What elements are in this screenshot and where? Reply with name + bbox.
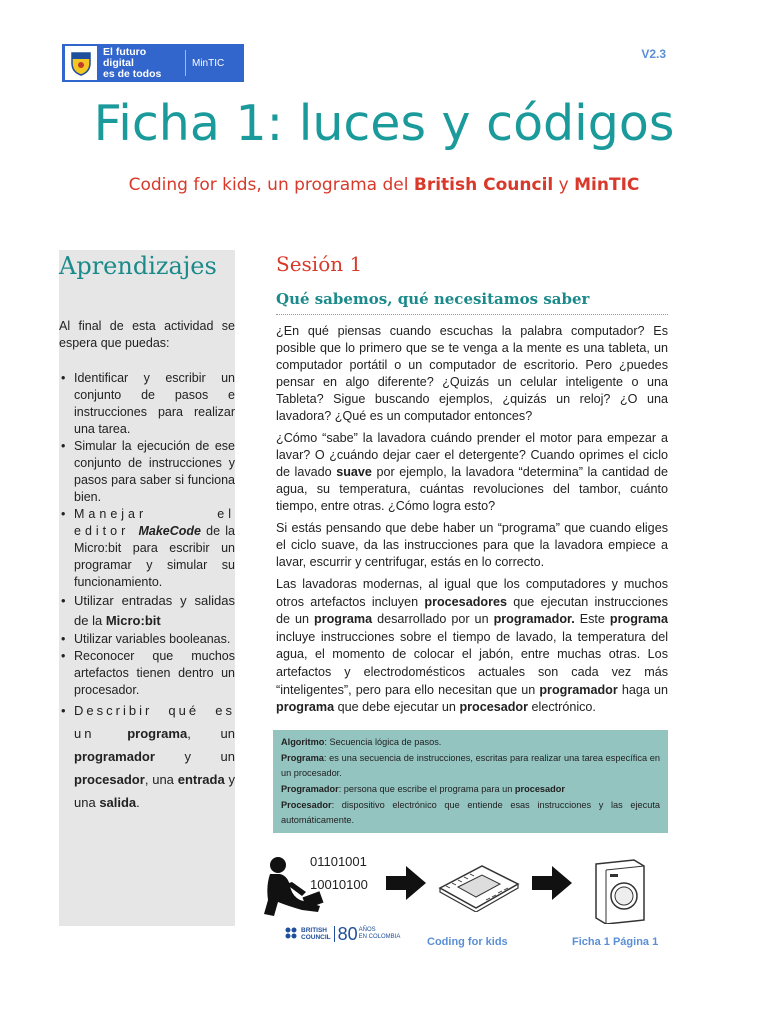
term: programa	[609, 612, 669, 627]
arrow-right-icon	[532, 866, 572, 904]
text: incluye instrucciones sobre el tiempo de lavado, la temperatura del agua, el momento de colocar el jabón, entre muchas otras. Los artefactos y electrodomésticos actuales son cada vez más “inteligentes”, pero para ello necesitan que un	[276, 629, 668, 697]
subtitle-mintic: MinTIC	[574, 175, 640, 195]
definition-procesador	[281, 798, 660, 828]
definition-programador	[281, 782, 660, 798]
list-item-text: de la Micro:bit para escribir un programar y simular su funcionamiento.	[74, 524, 235, 589]
definition-term: Procesador	[281, 800, 332, 810]
sidebar-heading: Aprendizajes	[59, 252, 217, 280]
logo-brand: MinTIC	[192, 57, 225, 69]
paragraph-3: Si estás pensando que debe haber un “programa” que cuando eliges el ciclo suave, da las instrucciones para que la lavadora empiece a lavar, escurrir y centrifugar, estás en lo correcto.	[276, 521, 668, 569]
list-item	[59, 591, 235, 631]
text: Las lavadoras modernas, al igual que los computadores y muchos otros artefactos incluyen	[276, 577, 668, 609]
subtitle-text: Coding for kids, un programa del	[128, 175, 414, 195]
footer-program: Coding for kids	[427, 936, 508, 948]
binary-code-1: 01101001	[310, 854, 367, 869]
term: procesadores	[424, 594, 507, 609]
term-salida: salida	[99, 795, 137, 810]
definition-term: Programa	[281, 752, 324, 763]
term: procesador	[459, 700, 529, 715]
text: que debe ejecutar un	[334, 700, 460, 715]
text: que ejecutan instrucciones de un	[276, 594, 668, 627]
definition-term: Algoritmo	[281, 737, 325, 747]
term-procesador: procesador	[74, 772, 145, 787]
list-item-text: y una	[74, 772, 235, 810]
term-suave: suave	[336, 465, 372, 479]
list-item	[59, 648, 235, 699]
bc-line-2: COUNCIL	[301, 934, 331, 941]
list-item-text: Identificar y escribir un conjunto de pasos e instrucciones para realizar una tarea.	[74, 371, 235, 436]
sidebar-intro: Al final de esta actividad se espera que puedas:	[59, 319, 235, 350]
list-item-text: .	[136, 795, 140, 810]
text: desarrollado por un	[372, 612, 494, 627]
paragraph-2	[276, 430, 668, 515]
text: ¿Cómo “sabe” la lavadora cuándo prender el motor para empezar a lavar? O ¿cuándo dejar caer el detergente? Cuando oprimes el ciclo de lavado	[276, 431, 668, 479]
definition-text: : Secuencia lógica de pasos.	[324, 737, 442, 747]
list-item-text: , una	[144, 772, 178, 787]
subtitle-text: y	[553, 175, 575, 195]
washing-machine-icon	[590, 858, 648, 928]
list-item	[59, 370, 235, 438]
paragraph-1: ¿En qué piensas cuando escuchas la palabra computador? Es posible que lo primero que se te venga a la mente es una tableta, un computador portátil o un computador de escritorio. Pero ¿puedes pensar en algo diferente? ¿Quizás un celular inteligente o una Tableta? Sigue buscando ejemplos, ¿quizás un reloj? ¿O una lavadora? ¿Qué es un computador entonces?	[276, 324, 668, 423]
bc-years: 80	[337, 924, 358, 944]
list-item-text: Manejar el editor	[74, 507, 235, 538]
mintic-logo	[62, 44, 244, 82]
session-heading: Sesión 1	[276, 252, 363, 276]
term-programa: programa	[127, 726, 188, 741]
list-item-text: Utilizar entradas y salidas de la	[74, 593, 235, 628]
subtitle-british-council: British Council	[413, 175, 554, 195]
definition-text: : es una secuencia de instrucciones, escritas para realizar una tarea específica en un procesador.	[281, 752, 660, 778]
footer-page-number: Ficha 1 Página 1	[572, 936, 659, 948]
bc-anos: AÑOS	[358, 927, 376, 933]
british-council-dots-icon	[285, 927, 299, 941]
binary-code-2: 10010100	[310, 877, 368, 892]
list-item-text: , un	[187, 726, 236, 741]
definition-text: : persona que escribe el programa para un	[338, 783, 515, 794]
term-entrada: entrada	[177, 772, 225, 787]
definition-text: : dispositivo electrónico que entiende esas instrucciones y las ejecuta automáticamente.	[281, 800, 660, 825]
list-item-text: Describir qué es un	[74, 703, 235, 741]
arrow-right-icon	[386, 866, 426, 904]
logo-divider	[185, 50, 186, 76]
definition-term: procesador	[514, 783, 565, 794]
text: haga un	[617, 682, 668, 697]
list-item-text: y un	[154, 749, 235, 764]
microbit-term: Micro:bit	[105, 613, 161, 628]
list-item	[59, 699, 235, 814]
bc-line-1: BRITISH	[301, 927, 327, 934]
colombia-shield-icon	[65, 46, 97, 80]
dotted-divider	[276, 314, 668, 315]
british-council-logo	[285, 925, 400, 943]
paragraph-4	[276, 576, 668, 717]
list-item	[59, 438, 235, 506]
list-item	[59, 631, 235, 648]
page-subtitle	[0, 175, 768, 195]
bc-country: EN COLOMBIA	[358, 934, 401, 940]
version-label: V2.3	[641, 47, 666, 61]
text: por ejemplo, la lavadora “determina” la cantidad de agua, su temperatura, cuántas revoluciones del tambor, cuánto tiempo, entre otras. ¿Cómo logra esto?	[276, 465, 668, 513]
list-item-text: Simular la ejecución de ese conjunto de instrucciones y pasos para saber si funciona bien.	[74, 439, 235, 504]
term: programa	[314, 612, 373, 627]
makecode-term: MakeCode	[138, 524, 201, 538]
logo-line-2: es de todos	[103, 67, 162, 80]
term: programa	[276, 700, 335, 715]
processor-chip-icon	[436, 862, 520, 916]
definitions-box	[273, 730, 668, 833]
term: programador	[539, 682, 618, 697]
learning-list	[59, 370, 235, 814]
list-item-text: Utilizar variables booleanas.	[74, 632, 231, 646]
definition-term: Programador	[281, 783, 339, 794]
definition-algoritmo	[281, 735, 660, 751]
text: electrónico.	[528, 700, 596, 715]
list-item-text: Reconocer que muchos artefactos tienen dentro un procesador.	[74, 649, 235, 697]
definition-programa	[281, 751, 660, 781]
section-title: Qué sabemos, qué necesitamos saber	[276, 290, 590, 308]
list-item	[59, 506, 235, 591]
term: programador.	[493, 612, 575, 627]
page-title: Ficha 1: luces y códigos	[93, 95, 675, 152]
text: Este	[574, 612, 610, 627]
logo-slogan	[103, 47, 179, 80]
term-programador: programador	[74, 749, 155, 764]
logo-line-1: El futuro digital	[103, 45, 147, 69]
